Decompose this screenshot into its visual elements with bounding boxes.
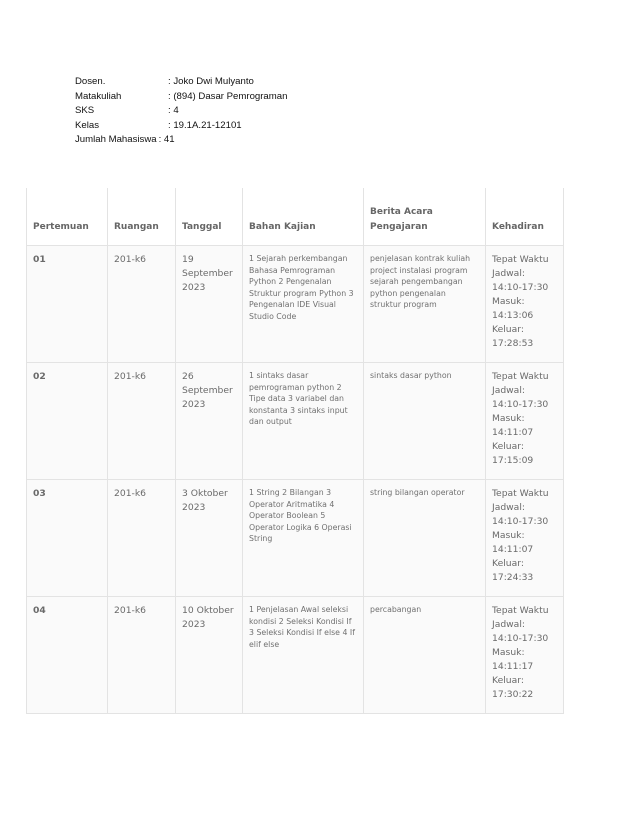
kehadiran-jadwal: Jadwal: 14:10-17:30 xyxy=(492,619,549,644)
header-tanggal: Tanggal xyxy=(176,188,243,246)
cell-tanggal: 19 September 2023 xyxy=(176,246,243,363)
header-pertemuan: Pertemuan xyxy=(27,188,108,246)
cell-ruangan: 201-k6 xyxy=(108,246,176,363)
kehadiran-status: Tepat Waktu xyxy=(492,605,549,616)
matakuliah-label: Matakuliah xyxy=(75,90,122,102)
kehadiran-keluar: Keluar: 17:15:09 xyxy=(492,441,534,466)
table-row xyxy=(27,480,564,597)
cell-berita-acara: penjelasan kontrak kuliah project instalasi program sejarah pengembangan python pengenalan struktur program xyxy=(364,246,486,363)
cell-ruangan: 201-k6 xyxy=(108,480,176,597)
kehadiran-keluar: Keluar: 17:30:22 xyxy=(492,675,534,700)
cell-ruangan: 201-k6 xyxy=(108,363,176,480)
cell-berita-acara: sintaks dasar python xyxy=(364,363,486,480)
cell-berita-acara: string bilangan operator xyxy=(364,480,486,597)
header-ruangan: Ruangan xyxy=(108,188,176,246)
kehadiran-masuk: Masuk: 14:11:07 xyxy=(492,413,534,438)
kehadiran-status: Tepat Waktu xyxy=(492,371,549,382)
cell-tanggal: 3 Oktober 2023 xyxy=(176,480,243,597)
cell-kehadiran xyxy=(486,480,564,597)
cell-ruangan: 201-k6 xyxy=(108,597,176,714)
table-row xyxy=(27,246,564,363)
sks-value: : 4 xyxy=(168,105,179,117)
table-row xyxy=(27,597,564,714)
kehadiran-jadwal: Jadwal: 14:10-17:30 xyxy=(492,268,549,293)
kehadiran-jadwal: Jadwal: 14:10-17:30 xyxy=(492,385,549,410)
cell-tanggal: 26 September 2023 xyxy=(176,363,243,480)
matakuliah-value: : (894) Dasar Pemrograman xyxy=(168,90,288,102)
cell-bahan-kajian: 1 Sejarah perkembangan Bahasa Pemrograman Python 2 Pengenalan Struktur program Python 3 Pengenalan IDE Visual Studio Code xyxy=(243,246,364,363)
jumlah-label: Jumlah Mahasiswa xyxy=(75,134,157,146)
kehadiran-status: Tepat Waktu xyxy=(492,488,549,499)
cell-bahan-kajian: 1 sintaks dasar pemrograman python 2 Tipe data 3 variabel dan konstanta 3 sintaks input dan output xyxy=(243,363,364,480)
cell-tanggal: 10 Oktober 2023 xyxy=(176,597,243,714)
cell-bahan-kajian: 1 String 2 Bilangan 3 Operator Aritmatika 4 Operator Boolean 5 Operator Logika 6 Operasi String xyxy=(243,480,364,597)
dosen-label: Dosen. xyxy=(75,76,106,87)
course-info xyxy=(75,75,287,148)
cell-pertemuan: 03 xyxy=(27,480,108,597)
cell-kehadiran xyxy=(486,363,564,480)
kehadiran-jadwal: Jadwal: 14:10-17:30 xyxy=(492,502,549,527)
kehadiran-masuk: Masuk: 14:13:06 xyxy=(492,296,534,321)
attendance-table xyxy=(26,188,564,714)
kehadiran-masuk: Masuk: 14:11:07 xyxy=(492,530,534,555)
dosen-value: : Joko Dwi Mulyanto xyxy=(168,76,254,87)
cell-pertemuan: 02 xyxy=(27,363,108,480)
kehadiran-keluar: Keluar: 17:24:33 xyxy=(492,558,534,583)
cell-pertemuan: 04 xyxy=(27,597,108,714)
kelas-value: : 19.1A.21-12101 xyxy=(168,119,242,131)
cell-pertemuan: 01 xyxy=(27,246,108,363)
kelas-label: Kelas xyxy=(75,119,99,131)
header-bahan-kajian: Bahan Kajian xyxy=(243,188,364,246)
kehadiran-masuk: Masuk: 14:11:17 xyxy=(492,647,534,672)
jumlah-value: : 41 xyxy=(158,134,175,146)
cell-bahan-kajian: 1 Penjelasan Awal seleksi kondisi 2 Seleksi Kondisi If 3 Seleksi Kondisi If else 4 If elif else xyxy=(243,597,364,714)
kehadiran-keluar: Keluar: 17:28:53 xyxy=(492,324,534,349)
table-header-row xyxy=(27,188,564,246)
info-row-jumlah xyxy=(75,133,287,148)
cell-kehadiran xyxy=(486,597,564,714)
sks-label: SKS xyxy=(75,105,95,117)
header-berita-acara: Berita Acara Pengajaran xyxy=(364,188,486,246)
table-row xyxy=(27,363,564,480)
header-kehadiran: Kehadiran xyxy=(486,188,564,246)
info-row-kelas xyxy=(75,119,287,134)
info-row-matakuliah xyxy=(75,90,287,105)
cell-kehadiran xyxy=(486,246,564,363)
info-row-sks xyxy=(75,104,287,119)
info-row-dosen xyxy=(75,75,287,90)
cell-berita-acara: percabangan xyxy=(364,597,486,714)
kehadiran-status: Tepat Waktu xyxy=(492,254,549,265)
